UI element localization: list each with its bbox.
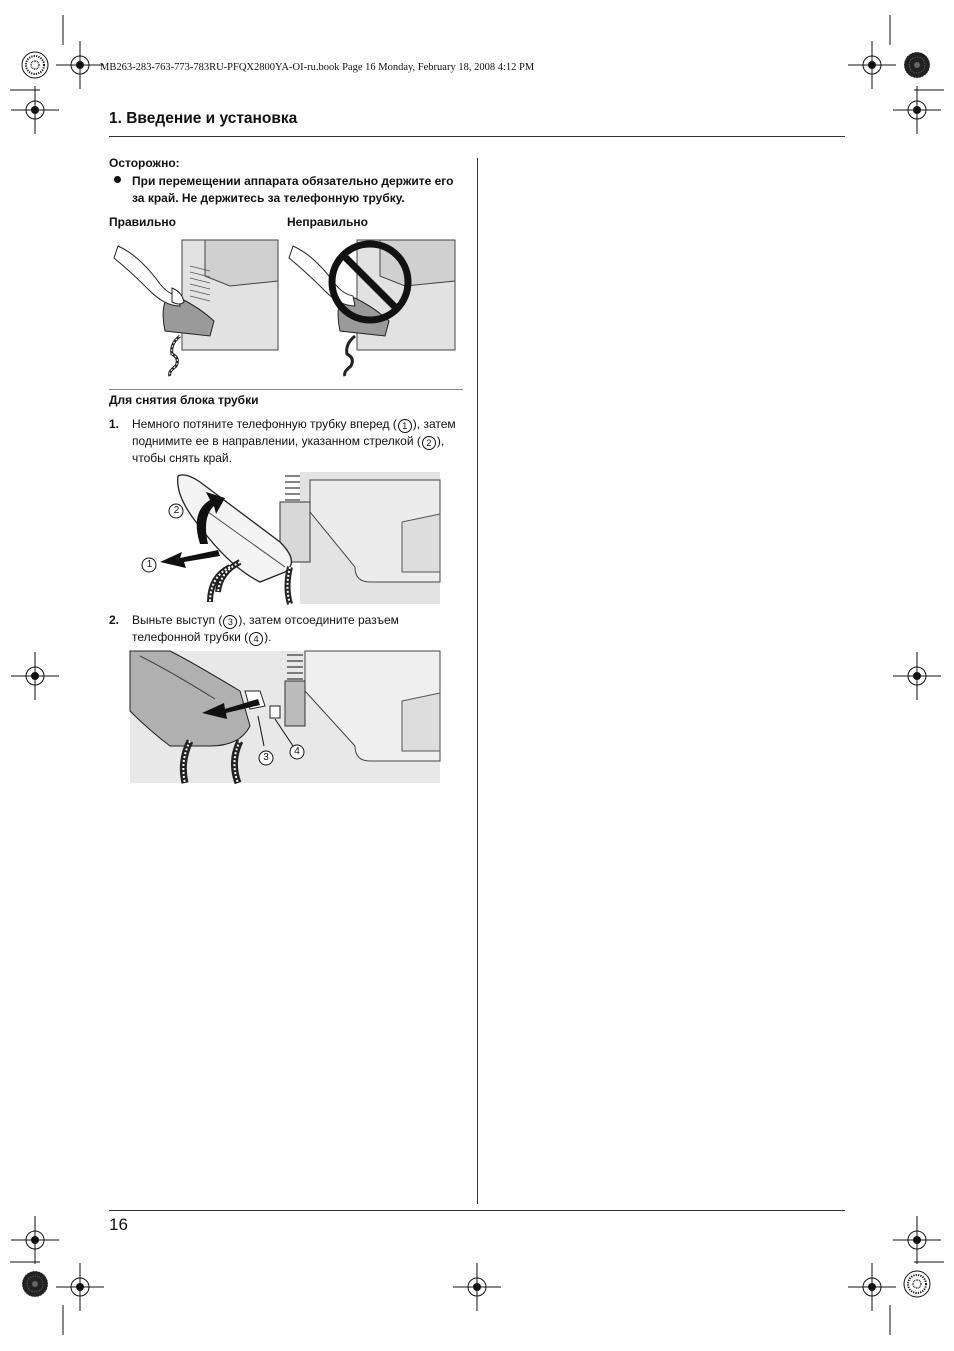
step-2-number: 2. [109,613,120,627]
correct-illustration [110,236,278,376]
correct-label: Правильно [109,215,176,229]
removal-heading: Для снятия блока трубки [109,393,259,407]
section-title: 1. Введение и установка [109,110,298,127]
step-1-illustration [140,472,440,604]
incorrect-illustration [285,236,455,376]
step-1-text [132,416,467,467]
incorrect-label: Неправильно [287,215,368,229]
step-1-text-c: ), чтобы снять край. [132,434,445,465]
step-2-text-b: ), затем отсоедините разъем телефонной трубки ( [132,613,399,644]
callout-3: 3 [263,752,269,763]
marker-4: 4 [249,632,263,646]
step-1-number: 1. [109,417,120,431]
step-1-text-b: ), затем поднимите ее в направлении, указанном стрелкой ( [132,417,456,448]
column-divider [477,158,478,1204]
footer-rule [109,1210,845,1211]
marker-2: 2 [422,436,436,450]
callout-1: 1 [146,559,153,570]
page-number: 16 [109,1215,128,1234]
file-info: MB263-283-763-773-783RU-PFQX2800YA-OI-ru.book Page 16 Monday, February 18, 2008 4:12 PM [100,62,535,73]
marker-1: 1 [398,419,412,433]
subsection-rule [109,389,463,390]
callout-4: 4 [294,746,300,757]
step-2-text-c: ). [264,630,272,644]
marker-3: 3 [223,615,237,629]
step-2-text [132,612,467,646]
caution-label: Осторожно: [109,156,180,170]
callout-2: 2 [173,505,180,516]
header-rule [109,136,845,137]
step-2-text-a: Выньте выступ ( [132,613,223,627]
pull-arrow-icon [160,550,220,568]
step-2-illustration [130,651,440,783]
bullet-icon [114,176,121,183]
caution-bullet: При перемещении аппарата обязательно держите его за край. Не держитесь за телефонную трубку. [132,174,454,205]
step-1-text-a: Немного потяните телефонную трубку вперед ( [132,417,397,431]
